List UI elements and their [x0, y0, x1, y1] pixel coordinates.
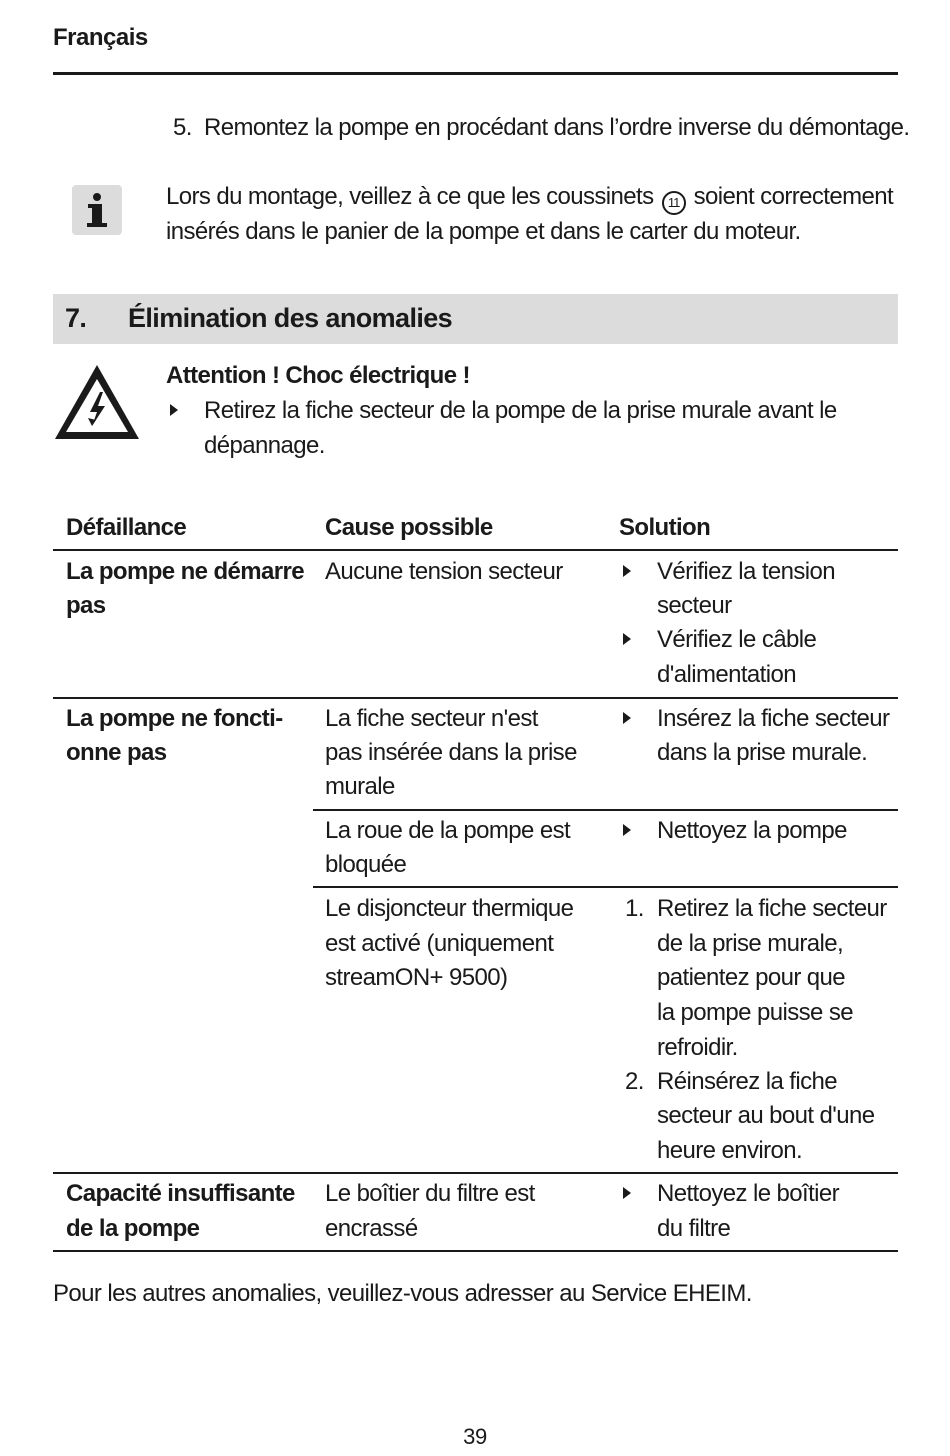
warning-title: Attention ! Choc électrique ! [166, 362, 470, 389]
service-note: Pour les autres anomalies, veuillez-vous adresser au Service EHEIM. [53, 1280, 752, 1307]
bullet-icon [623, 712, 631, 724]
solution-text: secteur au bout d'une [657, 1102, 875, 1129]
solution-text: la pompe puisse se [657, 999, 853, 1026]
language-label: Français [53, 24, 148, 51]
bullet-icon [170, 404, 178, 416]
table-subrow-divider [313, 809, 898, 811]
fault-text: La pompe ne démarre [66, 558, 305, 585]
bullet-icon [623, 1187, 631, 1199]
solution-text: Nettoyez le boîtier [657, 1180, 840, 1207]
cause-text: bloquée [325, 851, 407, 878]
info-icon [72, 185, 122, 235]
fault-text: de la pompe [66, 1215, 200, 1242]
step-number: 1. [625, 895, 644, 922]
column-header-solution: Solution [619, 514, 711, 541]
table-bottom-border [53, 1250, 898, 1252]
info-note-text: soient correctement [693, 183, 894, 210]
step-text: Remontez la pompe en procédant dans l’ordre inverse du démontage. [204, 114, 910, 141]
warning-text: dépannage. [204, 432, 325, 459]
column-header-fault: Défaillance [66, 514, 187, 541]
fault-text: onne pas [66, 739, 167, 766]
solution-text: d'alimentation [657, 661, 796, 688]
bullet-icon [623, 633, 631, 645]
table-divider [53, 549, 898, 551]
solution-text: Retirez la fiche secteur [657, 895, 887, 922]
info-note-line: insérés dans le panier de la pompe et dans le carter du moteur. [166, 218, 801, 245]
info-note-text: Lors du montage, veillez à ce que les coussinets [166, 183, 654, 210]
table-row-divider [53, 1172, 898, 1174]
bullet-icon [623, 565, 631, 577]
cause-text: streamON+ 9500) [325, 964, 508, 991]
bullet-icon [623, 824, 631, 836]
info-note-line [166, 180, 893, 215]
cause-text: La roue de la pompe est [325, 817, 571, 844]
warning-text: Retirez la fiche secteur de la pompe de la prise murale avant le [204, 397, 837, 424]
solution-text: Réinsérez la fiche [657, 1068, 837, 1095]
solution-text: du filtre [657, 1215, 731, 1242]
table-subrow-divider [313, 886, 898, 888]
table-row-divider [53, 697, 898, 699]
solution-text: Vérifiez la tension [657, 558, 836, 585]
cause-text: Aucune tension secteur [325, 558, 563, 585]
solution-text: secteur [657, 592, 732, 619]
solution-text: patientez pour que [657, 964, 846, 991]
column-header-cause: Cause possible [325, 514, 493, 541]
solution-text: refroidir. [657, 1034, 738, 1061]
cause-text: murale [325, 773, 395, 800]
fault-text: pas [66, 592, 106, 619]
header-divider [53, 72, 898, 75]
page-number: 39 [463, 1424, 487, 1449]
step-number: 2. [625, 1068, 644, 1095]
solution-text: Vérifiez le câble [657, 626, 817, 653]
solution-text: dans la prise murale. [657, 739, 868, 766]
solution-text: de la prise murale, [657, 930, 844, 957]
section-number: 7. [65, 303, 87, 333]
solution-text: Insérez la fiche secteur [657, 705, 890, 732]
electric-shock-warning-icon [52, 362, 142, 442]
part-marker: 11 [662, 191, 686, 215]
section-title: Élimination des anomalies [128, 303, 453, 333]
cause-text: La fiche secteur n'est [325, 705, 538, 732]
cause-text: encrassé [325, 1215, 418, 1242]
fault-text: Capacité insuffisante [66, 1180, 295, 1207]
cause-text: pas insérée dans la prise [325, 739, 577, 766]
cause-text: Le disjoncteur thermique [325, 895, 574, 922]
cause-text: est activé (uniquement [325, 930, 554, 957]
cause-text: Le boîtier du filtre est [325, 1180, 535, 1207]
step-number: 5. [173, 114, 192, 141]
fault-text: La pompe ne foncti- [66, 705, 283, 732]
solution-text: Nettoyez la pompe [657, 817, 847, 844]
solution-text: heure environ. [657, 1137, 803, 1164]
